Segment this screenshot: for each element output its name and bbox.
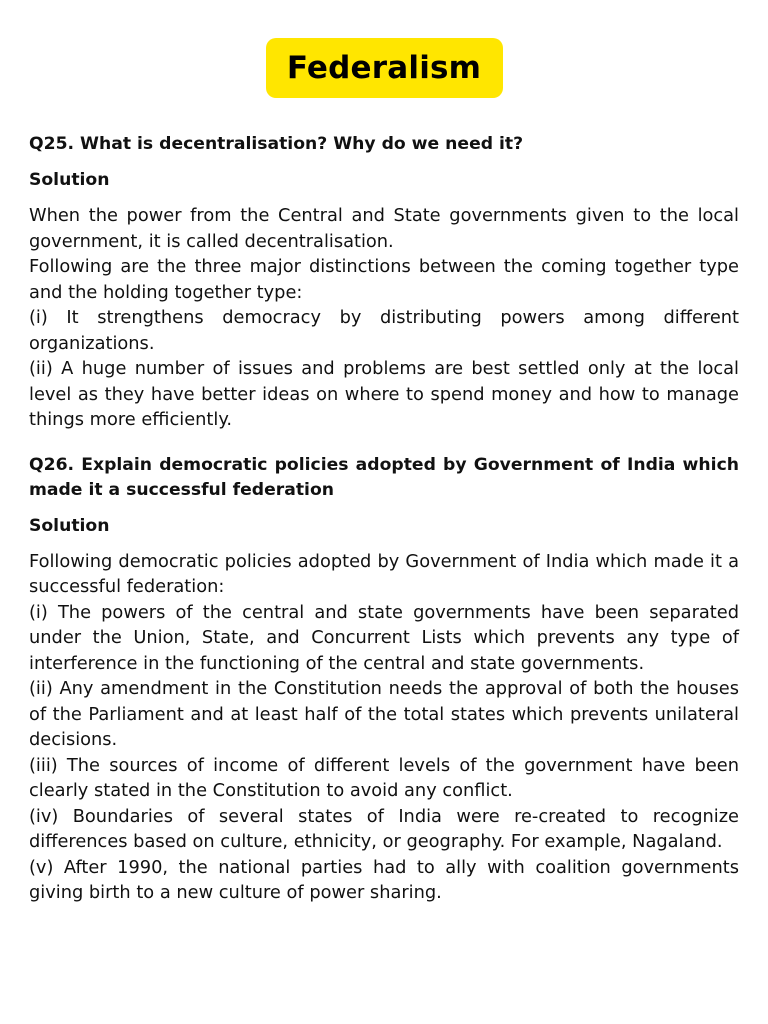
question-25: Q25. What is decentralisation? Why do we need it? (29, 134, 524, 154)
answer-26 (29, 549, 739, 906)
answer-26-point: (iii) The sources of income of different levels of the government have been clearly stated in the Constitution to avoid any conflict. (29, 754, 739, 801)
answer-26-point: (iv) Boundaries of several states of India were re-created to recognize differences based on culture, ethnicity, or geography. For example, Nagaland. (29, 805, 739, 852)
title-wrap (29, 0, 739, 98)
answer-25-point: (i) It strengthens democracy by distributing powers among different organizations. (29, 307, 739, 354)
answer-26-point: (i) The powers of the central and state governments have been separated under the Union, State, and Concurrent Lists which prevents any type of interference in the functioning of the central and state governments. (29, 601, 739, 674)
page-title: Federalism (266, 38, 503, 98)
solution-label-26: Solution (29, 515, 110, 536)
answer-25-paragraph: Following are the three major distinctions between the coming together type and the holding together type: (29, 256, 739, 303)
solution-label-25: Solution (29, 170, 110, 190)
question-26: Q26. Explain democratic policies adopted by Government of India which made it a successful federation (29, 454, 739, 500)
answer-26-point: (ii) Any amendment in the Constitution needs the approval of both the houses of the Parliament and at least half of the total states which prevents unilateral decisions. (29, 678, 739, 750)
answer-26-paragraph: Following democratic policies adopted by Government of India which made it a successful federation: (29, 550, 739, 597)
answer-26-point: (v) After 1990, the national parties had to ally with coalition governments giving birth to a new culture of power sharing. (29, 856, 739, 903)
answer-25-paragraph: When the power from the Central and State governments given to the local government, it is called decentralisation. (29, 205, 739, 252)
answer-25-point: (ii) A huge number of issues and problems are best settled only at the local level as they have better ideas on where to spend money and how to manage things more efficiently. (29, 358, 739, 430)
answer-25 (29, 203, 739, 433)
